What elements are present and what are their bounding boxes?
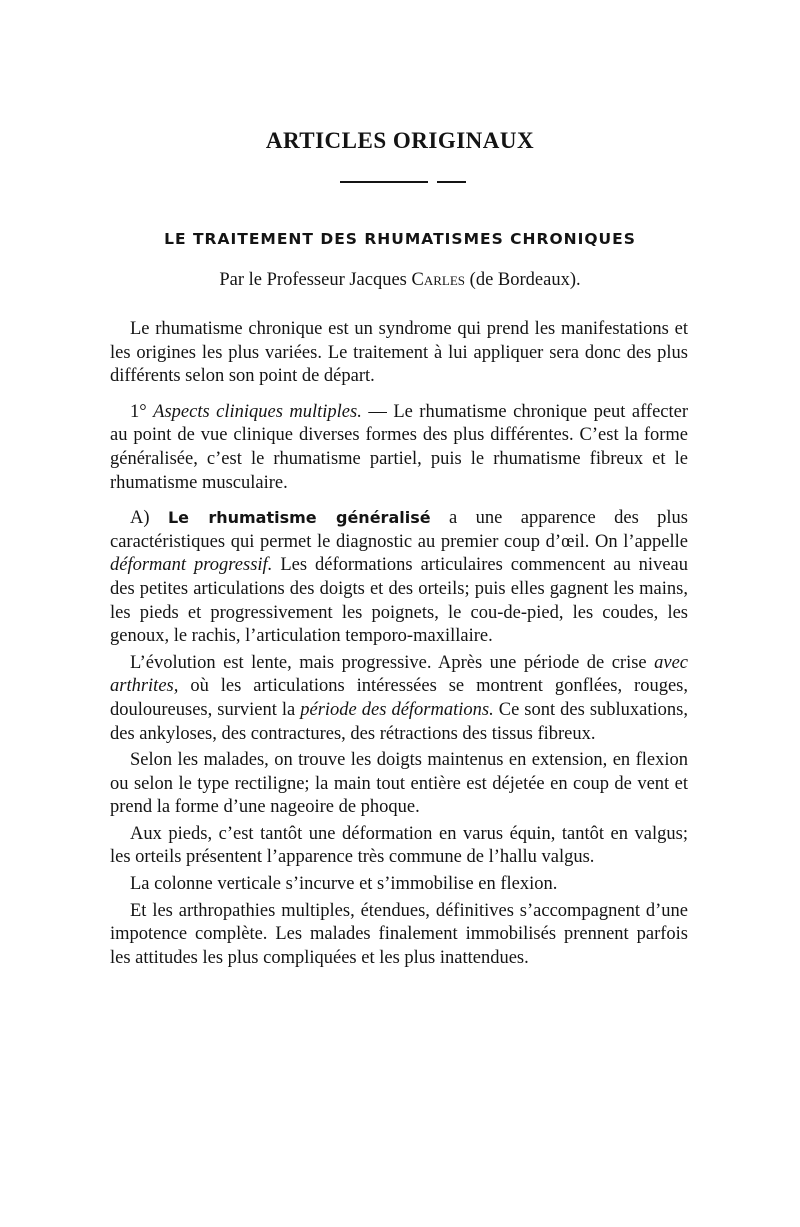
item-label: A): [130, 508, 150, 529]
rule-segment-long: [340, 181, 428, 183]
article-title: LE TRAITEMENT DES RHUMATISMES CHRONIQUES: [164, 230, 636, 248]
paragraph-colonne: La colonne verticale s’incurve et s’immobilise en flexion.: [130, 874, 558, 895]
paragraph-pieds: Aux pieds, c’est tantôt une déformation en varus équin, tantôt en valgus; les orteils présentent l’apparence très commune de l’hallu valgus.: [110, 823, 688, 868]
italic-term: période des déformations.: [300, 699, 494, 720]
byline: [0, 270, 800, 291]
paragraph-text: a une apparence des plus caractéristiques qui permet le diagnostic au premier coup d’œil. On l’appelle: [110, 508, 689, 552]
article-body: [110, 318, 688, 970]
paragraph-intro: Le rhumatisme chronique est un syndrome qui prend les manifestations et les origines les plus variées. Le traitement à lui appliquer sera donc des plus différents selon son point de départ.: [110, 319, 688, 387]
paragraph-aspects: [110, 401, 688, 495]
heading-rule: [340, 181, 470, 183]
byline-prefix: Par le Professeur Jacques: [219, 270, 407, 290]
paragraph-text: Ce sont des subluxations, des ankyloses, des contractures, des rétractions des tissus fibreux.: [110, 699, 688, 744]
section-heading: ARTICLES ORIGINAUX: [265, 128, 535, 153]
italic-term: avec arthrites,: [110, 652, 688, 697]
paragraph-text: — Le rhumatisme chronique peut affecter au point de vue clinique diverses formes des plus différentes. C’est la forme généralisée, c’est le rhumatisme partiel, puis le rhumatisme fibreux et le rhumatisme musculaire.: [110, 401, 689, 493]
italic-term: déformant progressif.: [110, 555, 273, 576]
paragraph-text: où les articulations intéressées se montrent gonflées, rouges, douloureuses, survient la: [110, 676, 689, 720]
paragraph-text: L’évolution est lente, mais progressive. Après une période de crise: [130, 652, 647, 673]
subsection-heading: Aspects cliniques multiples.: [153, 401, 362, 422]
byline-suffix: (de Bordeaux).: [469, 270, 581, 290]
section-number: 1°: [130, 401, 147, 422]
bold-term: Le rhumatisme généralisé: [167, 508, 431, 528]
rule-segment-short: [437, 181, 466, 183]
paragraph-arthropathies: Et les arthropathies multiples, étendues, définitives s’accompagnent d’une impotence complète. Les malades finalement immobilisés prennent parfois les attitudes les plus compliquées et les plus inattendues.: [110, 900, 688, 968]
paragraph-doigts: Selon les malades, on trouve les doigts maintenus en extension, en flexion ou selon le type rectiligne; la main tout entière est déjetée en coup de vent et prend la forme d’une nageoire de phoque.: [110, 750, 688, 818]
paragraph-evolution: [110, 652, 688, 746]
author-surname: Carles: [411, 270, 466, 290]
paragraph-generalise: [110, 506, 688, 649]
paragraph-text: Les déformations articulaires commencent au niveau des petites articulations des doigts et des orteils; puis elles gagnent les mains, les pieds et progressivement les poignets, le cou-de-pied, les coudes, les genoux, le rachis, l’articulation temporo-maxillaire.: [110, 555, 688, 647]
